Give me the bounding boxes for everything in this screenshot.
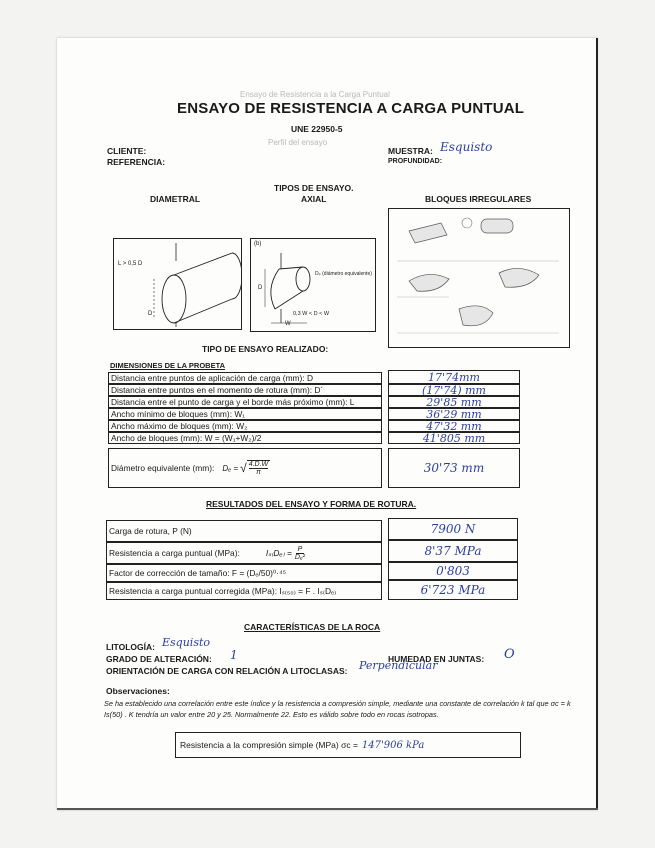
axial-w-label: W (285, 321, 291, 327)
equiv-label: Diámetro equivalente (mm): (111, 463, 215, 473)
diametral-l-label: L > 0,5 D (118, 261, 143, 267)
tipo-realizado-heading: TIPO DE ENSAYO REALIZADO: (202, 344, 329, 354)
cliente-label: CLIENTE: (107, 146, 147, 156)
alteracion-value: 1 (230, 648, 238, 662)
dim-row-w2: Ancho máximo de bloques (mm): W₂ (108, 420, 382, 432)
muestra-value: Esquisto (440, 140, 493, 154)
dim-row-d: Distancia entre puntos de aplicación de carga (mm): D (108, 372, 382, 384)
dim-row-dprime: Distancia entre puntos en el momento de rotura (mm): D´ (108, 384, 382, 396)
dim-value-l: 29'85 mm (388, 396, 520, 408)
litologia-label: LITOLOGÍA: (106, 642, 155, 652)
dim-value-dprime: (17'74) mm (388, 384, 520, 396)
result-value-resistencia: 8'37 MPa (388, 540, 518, 562)
is-formula-lhs: Iₛ₍Dₑ₎ = (265, 548, 292, 558)
result-value-carga: 7900 N (388, 518, 518, 540)
norm-label: UNE 22950-5 (291, 124, 343, 134)
axial-cylinder-drawing (251, 239, 375, 331)
dim-row-w1: Ancho mínimo de bloques (mm): W₁ (108, 408, 382, 420)
ghost-text-sub: Perfil del ensayo (268, 138, 328, 147)
sqrt-icon: √ (240, 461, 247, 475)
irregular-blocks-drawing (389, 209, 569, 347)
dim-value-d: 17'74mm (388, 370, 520, 384)
axial-dp-label: Dₚ (diámetro equivalente) (315, 271, 372, 277)
profundidad-label: PROFUNDIDAD: (388, 158, 443, 165)
humedad-value: O (504, 647, 515, 662)
dim-value-w: 41'805 mm (388, 432, 520, 444)
axial-figure (250, 238, 376, 332)
dim-row-w: Ancho de bloques (mm): W = (W₁+W₂)/2 (108, 432, 382, 444)
dim-value-equiv: 30'73 mm (388, 448, 520, 488)
result-row-factor: Factor de corrección de tamaño: F = (Dₑ/50)⁰·⁴⁵ (106, 564, 382, 582)
litologia-value: Esquisto (162, 636, 211, 649)
ucs-value: 147'906 kPa (361, 739, 425, 751)
humedad-label: HUMEDAD EN JUNTAS: (388, 654, 485, 664)
axial-range-label: 0,3 W < D < W (293, 311, 330, 317)
dim-value-w2: 47'32 mm (388, 420, 520, 432)
observations-heading: Observaciones: (106, 686, 170, 696)
is-formula-fraction (295, 546, 305, 561)
dim-value-w1: 36'29 mm (388, 408, 520, 420)
equiv-formula-num: 4.D.W (248, 461, 269, 468)
diametral-figure (113, 238, 242, 330)
axial-label: AXIAL (301, 194, 327, 204)
result-row-carga: Carga de rotura, P (N) (106, 520, 382, 542)
equiv-formula-den: π (256, 469, 261, 476)
axial-b-label: (b) (254, 241, 262, 247)
orientacion-value: Perpendicular (359, 659, 438, 672)
diametral-label: DIAMETRAL (150, 194, 201, 204)
ucs-label: Resistencia a la compresión simple (MPa) σc = (180, 740, 358, 750)
ucs-box (175, 732, 521, 758)
irregulares-label: BLOQUES IRREGULARES (425, 194, 532, 204)
result-value-corregida: 6'723 MPa (388, 580, 518, 600)
result-resistencia-label: Resistencia a carga puntual (MPa): (109, 548, 240, 558)
muestra-label: MUESTRA: (388, 146, 433, 156)
document-title: ENSAYO DE RESISTENCIA A CARGA PUNTUAL (177, 100, 525, 117)
result-row-resistencia (106, 542, 382, 564)
orientacion-label: ORIENTACIÓN DE CARGA CON RELACIÓN A LITOCLASAS: (106, 666, 348, 676)
tipos-ensayo-heading: TIPOS DE ENSAYO. (274, 183, 354, 193)
dim-row-l: Distancia entre el punto de carga y el borde más próximo (mm): L (108, 396, 382, 408)
is-formula-den: Dₑ² (294, 553, 305, 561)
alteracion-label: GRADO DE ALTERACIÓN: (106, 654, 212, 664)
page-edge-right (596, 38, 598, 810)
dim-row-equiv (108, 448, 382, 488)
page-edge-bottom (57, 808, 598, 810)
dimensions-heading: DIMENSIONES DE LA PROBETA (110, 361, 226, 370)
is-formula-num: P (297, 545, 303, 553)
equiv-formula-fraction (247, 460, 270, 476)
ghost-text-top: Ensayo de Resistencia a la Carga Puntual (240, 90, 390, 99)
axial-d-label: D (258, 285, 263, 291)
observations-text: Se ha establecido una correlación entre este índice y la resistencia a compresión simple, mediante una constante de correlación k tal que σc = k Is(50) . K tendría un valor entre 20 y 25. Normalmente 22. Esto es válido sobre todo en rocas isotropas. (104, 699, 571, 719)
results-heading: RESULTADOS DEL ENSAYO Y FORMA DE ROTURA. (206, 499, 417, 509)
rock-heading: CARACTERÍSTICAS DE LA ROCA (244, 622, 381, 632)
equiv-formula-lhs: Dₑ = (222, 463, 239, 473)
referencia-label: REFERENCIA: (107, 157, 166, 167)
result-value-factor: 0'803 (388, 562, 518, 580)
irregular-blocks-figure (388, 208, 570, 348)
diametral-cylinder-drawing (114, 239, 241, 329)
diametral-d-label: D (148, 311, 153, 317)
result-row-corregida: Resistencia a carga puntual corregida (MPa): Iₛ₍₅₀₎ = F . Iₛ₍Dₑ₎ (106, 582, 382, 600)
